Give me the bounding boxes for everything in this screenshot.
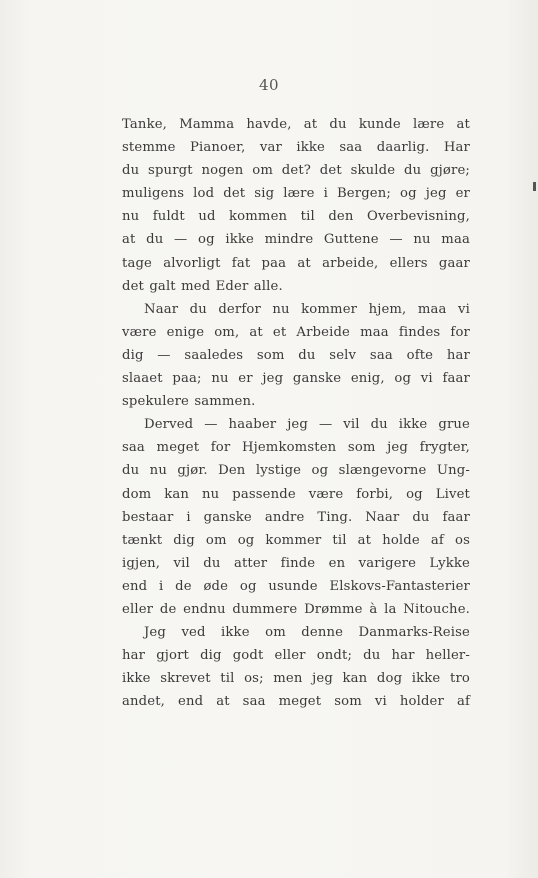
text-line: Naar du derfor nu kommer hjem, maa vi <box>144 301 470 317</box>
body-text <box>122 113 470 713</box>
text-line: tænkt dig om og kommer til at holde af os <box>122 532 470 548</box>
page-number: 40 <box>258 76 280 94</box>
text-line: andet, end at saa meget som vi holder af <box>122 694 470 710</box>
text-line: stemme Pianoer, var ikke saa daarlig. Har <box>122 140 470 156</box>
text-line: det galt med Eder alle. <box>122 278 283 294</box>
text-line: saa meget for Hjemkomsten som jeg frygter, <box>122 440 470 456</box>
text-line: bestaar i ganske andre Ting. Naar du faar <box>122 509 470 525</box>
text-line: igjen, vil du atter finde en varigere Lykke <box>122 555 470 571</box>
text-line: Derved — haaber jeg — vil du ikke grue <box>144 417 470 433</box>
text-line: Jeg ved ikke om denne Danmarks-Reise <box>144 625 470 641</box>
margin-mark <box>533 182 536 191</box>
text-line: dig — saaledes som du selv saa ofte har <box>122 347 470 363</box>
text-line: muligens lod det sig lære i Bergen; og jeg er <box>122 186 470 202</box>
text-line: dom kan nu passende være forbi, og Livet <box>122 486 470 502</box>
text-line: du nu gjør. Den lystige og slængevorne Ung- <box>122 463 470 479</box>
text-line: har gjort dig godt eller ondt; du har heller- <box>122 648 470 664</box>
text-line: du spurgt nogen om det? det skulde du gjøre; <box>122 163 470 179</box>
text-line: at du — og ikke mindre Guttene — nu maa <box>122 232 470 248</box>
text-line: være enige om, at et Arbeide maa findes for <box>122 324 470 340</box>
text-line: eller de endnu dummere Drømme à la Nitouche. <box>122 601 470 617</box>
text-line: tage alvorligt fat paa at arbeide, ellers gaar <box>122 255 470 271</box>
text-line: end i de øde og usunde Elskovs-Fantasterier <box>122 578 470 594</box>
text-line: spekulere sammen. <box>122 394 256 410</box>
text-line: slaaet paa; nu er jeg ganske enig, og vi faar <box>122 371 470 387</box>
text-line: Tanke, Mamma havde, at du kunde lære at <box>122 117 470 132</box>
text-line: ikke skrevet til os; men jeg kan dog ikke tro <box>122 671 470 687</box>
text-line: nu fuldt ud kommen til den Overbevisning, <box>122 209 470 225</box>
